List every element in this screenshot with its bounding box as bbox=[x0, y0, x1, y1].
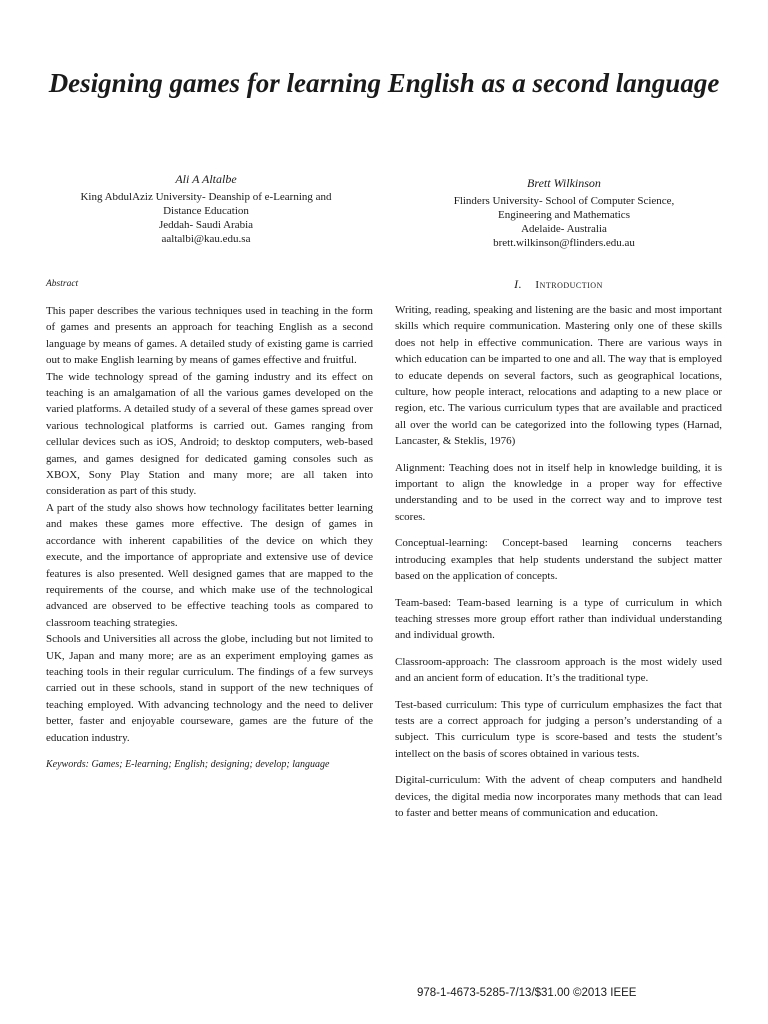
keywords: Keywords: Games; E-learning; English; designing; develop; language bbox=[46, 758, 330, 770]
right-column bbox=[395, 276, 722, 831]
abstract-paragraph: This paper describes the various techniques used in teaching in the form of games and presents an approach for teaching English as a second language by means of games. A detailed study of existing game is carried out to make English learning by means of games effective and fruitful. bbox=[46, 305, 373, 367]
section-heading bbox=[395, 276, 722, 296]
section-number: I. bbox=[514, 277, 523, 291]
author-affiliation: King AbdulAziz University- Deanship of e-Learning and bbox=[80, 191, 332, 203]
author-name: Ali A Altalbe bbox=[175, 172, 237, 186]
author-block-2 bbox=[408, 176, 720, 250]
author-email[interactable]: aaltalbi@kau.edu.sa bbox=[161, 233, 251, 245]
copyright-footer: 978-1-4673-5285-7/13/$31.00 ©2013 IEEE bbox=[417, 987, 637, 999]
author-block-1 bbox=[50, 172, 362, 246]
abstract-paragraph: A part of the study also shows how technology facilitates better learning and makes these games more effective. The design of games in accordance with inherent capabilities of the device on which they execute, and the importance of appropriate and extensive use of device features is also presented. Well designed games that are mapped to the requirements of the course, and which make use of the technological advanced are observed to be effective teaching tools as compared to classroom teaching strategies. bbox=[46, 501, 373, 629]
author-name: Brett Wilkinson bbox=[527, 176, 601, 190]
intro-paragraph: Alignment: Teaching does not in itself help in knowledge building, it is important to align the knowledge in a proper way for effective understanding and to be used in the correct way and to improve test scores. bbox=[395, 461, 722, 523]
author-location: Adelaide- Australia bbox=[521, 223, 607, 235]
abstract-paragraph: Schools and Universities all across the globe, including but not limited to UK, Japan and many more; are as an experiment employing games as teaching tools in their regular curriculum. The findings of a few surveys carried out in these schools, stand in support of the new techniques of teaching employed. With advancing technology and the need to deliver better, faster and enjoyable courseware, games are the future of the education industry. bbox=[46, 633, 373, 744]
author-affiliation: Engineering and Mathematics bbox=[498, 209, 630, 221]
paper-title: Designing games for learning English as a second language bbox=[48, 68, 720, 98]
intro-paragraph: Classroom-approach: The classroom approach is the most widely used and an ancient form of education. It’s the traditional type. bbox=[395, 655, 722, 685]
intro-paragraph: Digital-curriculum: With the advent of cheap computers and handheld devices, the digital media now incorporates many methods that can lead to faster and better means of communication and education. bbox=[395, 774, 722, 819]
author-affiliation: Flinders University- School of Computer Science, bbox=[453, 195, 675, 207]
author-location: Jeddah- Saudi Arabia bbox=[158, 219, 254, 231]
intro-paragraph: Team-based: Team-based learning is a type of curriculum in which teaching stresses more group effort rather than individual understanding and individual growth. bbox=[395, 596, 722, 642]
section-title: Introduction bbox=[535, 279, 603, 291]
abstract-label: Abstract bbox=[46, 279, 79, 289]
intro-paragraph: Test-based curriculum: This type of curriculum emphasizes the fact that tests are a correct approach for judging a person’s understanding of a subject. This curriculum type is score-based and tests the student’s intellect on the basis of scores obtained in various tests. bbox=[395, 698, 722, 760]
intro-paragraph: Writing, reading, speaking and listening are the basic and most important skills which require communication. Mastering only one of these skills does not help in effective communication. There are various ways in which education can be imparted to one and all. The way that is employed to educate depends on several factors, such as geographical locations, culture, how people interact, relocations and adapting to a new place or region, etc. The various curriculum types that are available and practiced all over the world can be categorized into the following types (Harnad, Lancaster, & Steklis, 1976) bbox=[395, 304, 722, 448]
author-email[interactable]: brett.wilkinson@flinders.edu.au bbox=[493, 237, 635, 249]
intro-paragraph: Conceptual-learning: Concept-based learning concerns teachers introducing examples that help students understand the subject matter based on the application of concepts. bbox=[395, 537, 722, 583]
left-column bbox=[46, 276, 373, 782]
author-affiliation: Distance Education bbox=[163, 205, 249, 217]
abstract-paragraph: The wide technology spread of the gaming industry and its effect on teaching is an amalgamation of all the various games developed on the varied platforms. A detailed study of a several of these games spread over various technological platforms is carried out. Games ranging from cellular devices such as iOS, Android; to desktop computers, web-based games, and games designed for dedicated gaming consoles such as XBOX, Sony Play Station and many more; are all taken into consideration as part of this study. bbox=[46, 370, 373, 498]
